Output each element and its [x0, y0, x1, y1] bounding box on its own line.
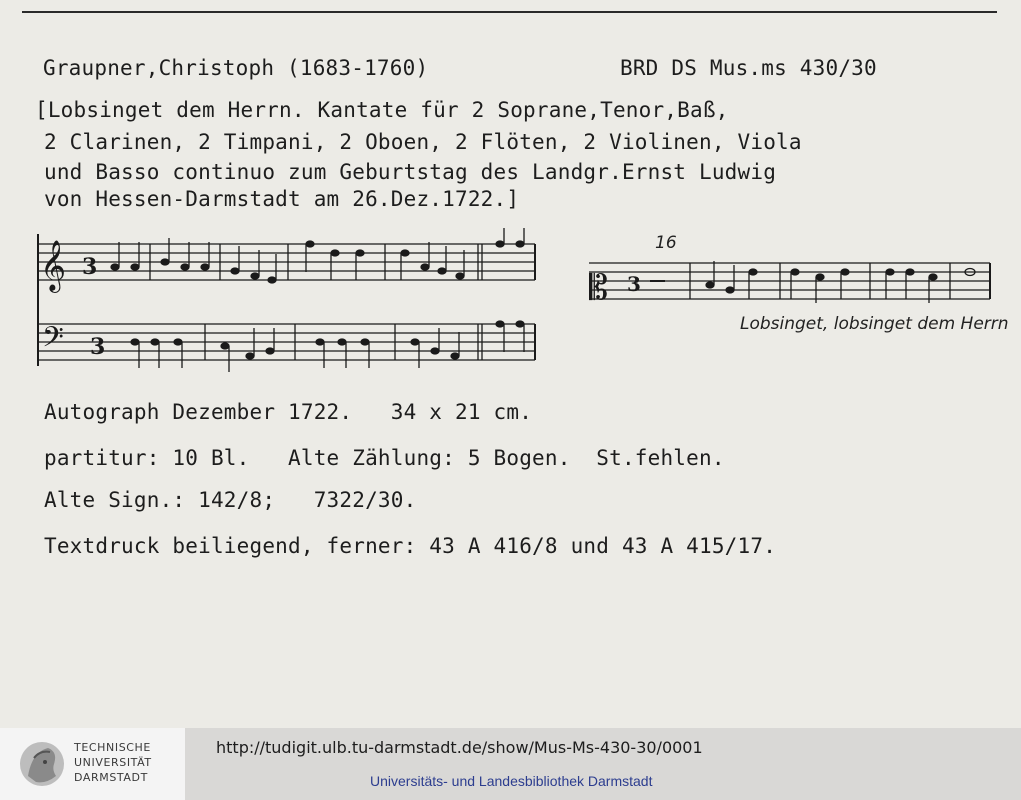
description-line-1: [Lobsinget dem Herrn. Kantate für 2 Soprane,Tenor,Baß, — [35, 98, 729, 122]
description-line-2: 2 Clarinen, 2 Timpani, 2 Oboen, 2 Flöten, 2 Violinen, Viola — [44, 130, 802, 154]
music-incipit-left — [30, 228, 550, 376]
tu-darmstadt-logo[interactable] — [0, 728, 185, 800]
top-rule — [22, 11, 997, 13]
document-url[interactable]: http://tudigit.ulb.tu-darmstadt.de/show/Mus-Ms-430-30/0001 — [216, 738, 703, 757]
composer-heading: Graupner,Christoph (1683-1760) — [43, 56, 429, 80]
logo-line-1: TECHNISCHE — [74, 741, 151, 754]
svg-text:𝄢: 𝄢 — [42, 321, 64, 361]
svg-text:3: 3 — [82, 254, 98, 280]
logo-line-2: UNIVERSITÄT — [74, 756, 152, 769]
shelfmark: BRD DS Mus.ms 430/30 — [620, 56, 877, 80]
footer-bar — [0, 728, 1021, 800]
svg-text:3: 3 — [627, 272, 641, 296]
svg-text:𝄞: 𝄞 — [40, 240, 67, 291]
music-incipit-right — [585, 255, 995, 317]
library-link[interactable]: Universitäts- und Landesbibliothek Darmstadt — [370, 773, 653, 789]
svg-text:𝄡: 𝄡 — [589, 268, 608, 308]
logo-line-3: DARMSTADT — [74, 771, 148, 784]
athena-head-icon — [18, 738, 66, 790]
details-line-3: Alte Sign.: 142/8; 7322/30. — [44, 488, 417, 512]
description-line-4: von Hessen-Darmstadt am 26.Dez.1722.] — [44, 187, 520, 211]
details-line-4: Textdruck beiliegend, ferner: 43 A 416/8 und 43 A 415/17. — [44, 534, 777, 558]
description-line-3: und Basso continuo zum Geburtstag des Landgr.Ernst Ludwig — [44, 160, 777, 184]
details-line-1: Autograph Dezember 1722. 34 x 21 cm. — [44, 400, 533, 424]
incipit-lyrics: Lobsinget, lobsinget dem Herrn — [740, 314, 1009, 334]
measure-number: 16 — [655, 233, 677, 253]
details-line-2: partitur: 10 Bl. Alte Zählung: 5 Bogen. St.fehlen. — [44, 446, 725, 470]
svg-text:3: 3 — [90, 334, 106, 360]
